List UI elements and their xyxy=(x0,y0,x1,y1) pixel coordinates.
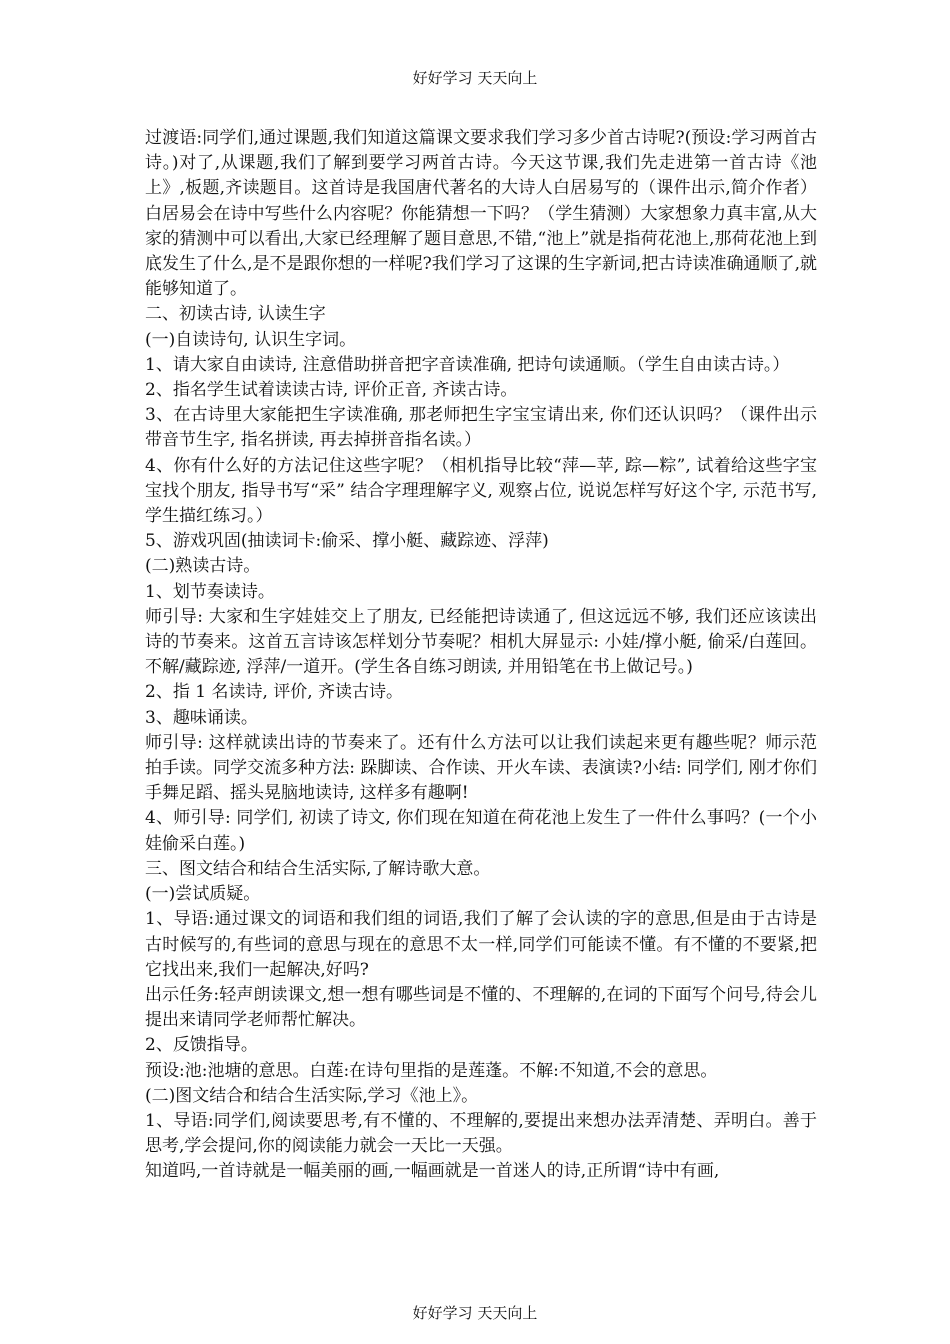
list-item: 2、反馈指导。 xyxy=(145,1035,258,1056)
paragraph: 知道吗,一首诗就是一幅美丽的画,一幅画就是一首迷人的诗,正所谓“诗中有画, xyxy=(145,1161,720,1182)
list-item: 3、趣味诵读。 xyxy=(145,707,258,728)
subsection-heading: (一)尝试质疑。 xyxy=(145,884,261,905)
page-footer: 好好学习 天天向上 xyxy=(412,1304,538,1322)
paragraph: 出示任务:轻声朗读课文,想一想有哪些词是不懂的、不理解的,在词的下面写个问号,待会儿提出来请同学老师帮忙解决。 xyxy=(145,984,817,1031)
subsection-heading: (一)自读诗句, 认识生字词。 xyxy=(145,329,357,350)
section-heading: 二、初读古诗, 认读生字 xyxy=(145,304,326,325)
list-item: 1、导语:同学们,阅读要思考,有不懂的、不理解的,要提出来想办法弄清楚、弄明白。善于思考,学会提问,你的阅读能力就会一天比一天强。 xyxy=(145,1110,817,1157)
paragraph: 师引导: 大家和生字娃娃交上了朋友, 已经能把诗读通了, 但这远远不够, 我们还应该读出诗的节奏来。这首五言诗该怎样划分节奏呢？相机大屏显示: 小娃/撑小艇, 偷采/白莲回。不解/藏踪迹, 浮萍/一道开。(学生各自练习朗读, 并用铅笔在书上做记号。) xyxy=(145,606,817,678)
page-header: 好好学习 天天向上 xyxy=(412,69,538,87)
list-item: 5、游戏巩固(抽读词卡:偷采、撑小艇、藏踪迹、浮萍) xyxy=(145,531,549,552)
subsection-heading: (二)熟读古诗。 xyxy=(145,556,261,577)
list-item: 1、划节奏读诗。 xyxy=(145,581,275,602)
list-item: 4、你有什么好的方法记住这些字呢？（相机指导比较“萍—苹, 踪—粽”, 试着给这些字宝宝找个朋友, 指导书写“采” 结合字理理解字义, 观察占位, 说说怎样写好这个字, 示范书写, 学生描红练习。） xyxy=(145,455,817,527)
list-item: 1、导语:通过课文的词语和我们组的词语,我们了解了会认读的字的意思,但是由于古诗是古时候写的,有些词的意思与现在的意思不太一样,同学们可能读不懂。有不懂的不要紧,把它找出来,我们一起解决,好吗? xyxy=(145,909,817,980)
paragraph: 预设:池:池塘的意思。白莲:在诗句里指的是莲蓬。不解:不知道,不会的意思。 xyxy=(145,1060,718,1081)
list-item: 2、指 1 名读诗, 评价, 齐读古诗。 xyxy=(145,682,404,703)
list-item: 3、在古诗里大家能把生字读准确, 那老师把生字宝宝请出来, 你们还认识吗？（课件出示带音节生字, 指名拼读, 再去掉拼音指名读。） xyxy=(145,405,817,451)
list-item: 2、指名学生试着读读古诗, 评价正音, 齐读古诗。 xyxy=(145,380,518,401)
list-item: 4、师引导: 同学们, 初读了诗文, 你们现在知道在荷花池上发生了一件什么事吗？(一个小娃偷采白莲。) xyxy=(145,808,817,854)
paragraph: 师引导: 这样就读出诗的节奏来了。还有什么方法可以让我们读起来更有趣些呢？师示范拍手读。同学交流多种方法: 跺脚读、合作读、开火车读、表演读?小结: 同学们, 刚才你们手舞足蹈、摇头晃脑地读诗, 这样多有趣啊! xyxy=(145,732,817,804)
subsection-heading: (二)图文结合和结合生活实际,学习《池上》。 xyxy=(145,1085,479,1106)
paragraph: 过渡语:同学们,通过课题,我们知道这篇课文要求我们学习多少首古诗呢?(预设:学习两首古诗。)对了,从课题,我们了解到要学习两首古诗。今天这节课,我们先走进第一首古诗《池上》,板题,齐读题目。这首诗是我国唐代著名的大诗人白居易写的（课件出示,简介作者）白居易会在诗中写些什么内容呢？你能猜想一下吗？（学生猜测）大家想象力真丰富,从大家的猜测中可以看出,大家已经理解了题目意思,不错,“池上”就是指荷花池上,那荷花池上到底发生了什么,是不是跟你想的一样呢?我们学习了这课的生字新词,把古诗读准确通顺了,就能够知道了。 xyxy=(145,128,817,300)
document-body xyxy=(145,126,817,1185)
list-item: 1、请大家自由读诗, 注意借助拼音把字音读准确, 把诗句读通顺。（学生自由读古诗。） xyxy=(145,354,790,375)
section-heading: 三、图文结合和结合生活实际,了解诗歌大意。 xyxy=(145,858,491,879)
